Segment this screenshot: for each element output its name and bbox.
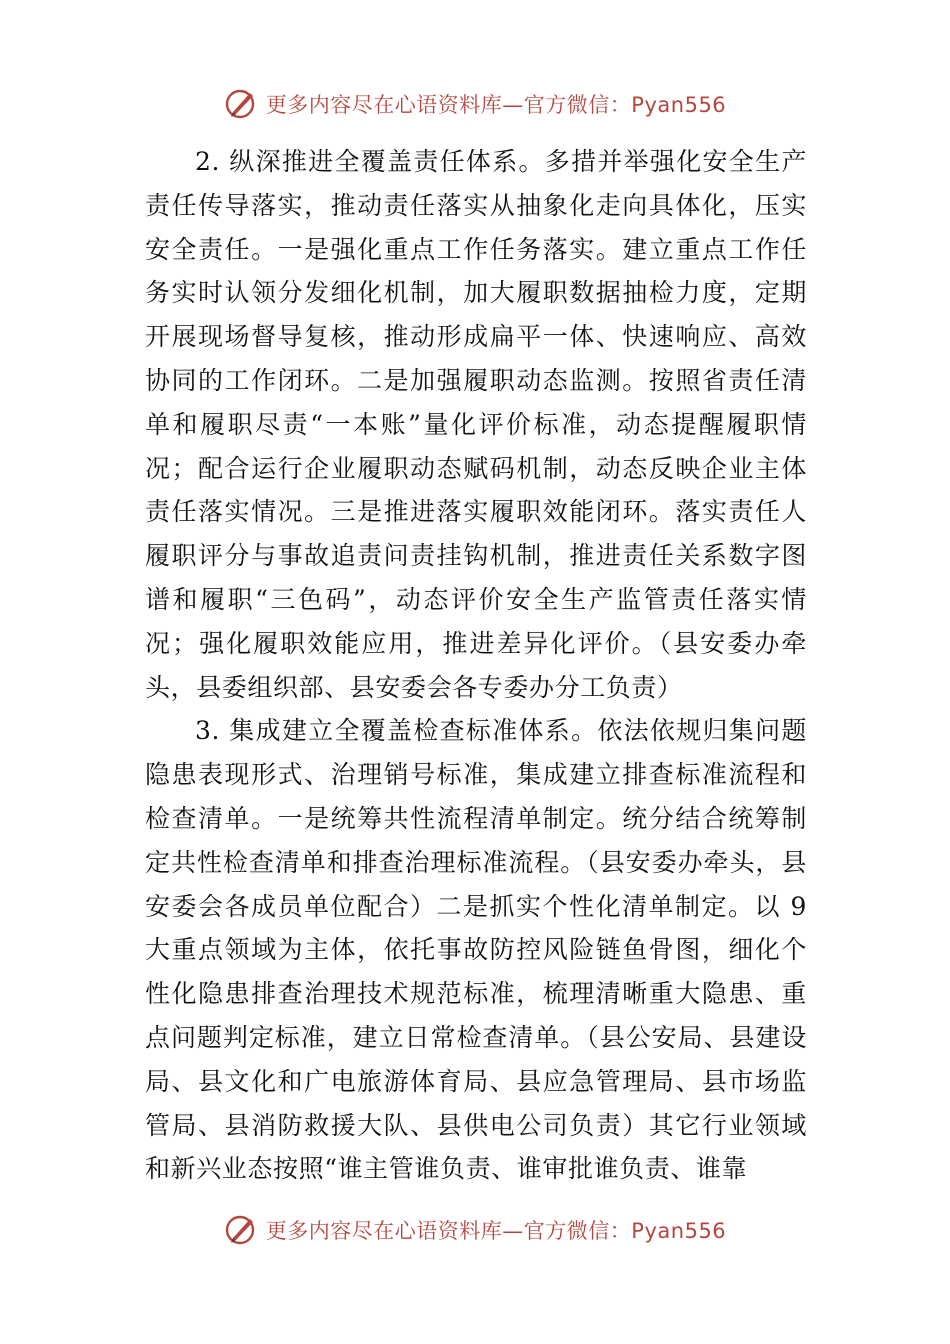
header-banner-text: 更多内容尽在心语资料库—官方微信：Pyan556: [265, 93, 727, 117]
paragraph-2: 3. 集成建立全覆盖检查标准体系。依法依规归集问题隐患表现形式、治理销号标准，集成建立排查标准流程和检查清单。一是统筹共性流程清单制定。统分结合统筹制定共性检查清单和排查治理标准流程。（县安委办牵头，县安委会各成员单位配合）二是抓实个性化清单制定。以 9 大重点领域为主体，依托事故防控风险链鱼骨图，细化个性化隐患排查治理技术规范标准，梳理清晰重大隐患、重点问题判定标准，建立日常检查清单。（县公安局、县建设局、县文化和广电旅游体育局、县应急管理局、县市场监管局、县消防救援大队、县供电公司负责）其它行业领域和新兴业态按照“谁主管谁负责、谁审批谁负责、谁靠: [145, 716, 807, 1184]
footer-banner: [0, 1210, 950, 1250]
footer-banner-text: 更多内容尽在心语资料库—官方微信：Pyan556: [265, 1219, 727, 1243]
document-body: [145, 140, 807, 1191]
pen-logo-icon: [224, 1213, 258, 1247]
pen-logo-icon: [224, 87, 258, 121]
header-banner: [0, 84, 950, 124]
paragraph-1: 2. 纵深推进全覆盖责任体系。多措并举强化安全生产责任传导落实，推动责任落实从抽象化走向具体化，压实安全责任。一是强化重点工作任务落实。建立重点工作任务实时认领分发细化机制，加大履职数据抽检力度，定期开展现场督导复核，推动形成扁平一体、快速响应、高效协同的工作闭环。二是加强履职动态监测。按照省责任清单和履职尽责“一本账”量化评价标准，动态提醒履职情况；配合运行企业履职动态赋码机制，动态反映企业主体责任落实情况。三是推进落实履职效能闭环。落实责任人履职评分与事故追责问责挂钩机制，推进责任关系数字图谱和履职“三色码”，动态评价安全生产监管责任落实情况；强化履职效能应用，推进差异化评价。（县安委办牵头，县委组织部、县安委会各专委办分工负责）: [145, 147, 807, 702]
